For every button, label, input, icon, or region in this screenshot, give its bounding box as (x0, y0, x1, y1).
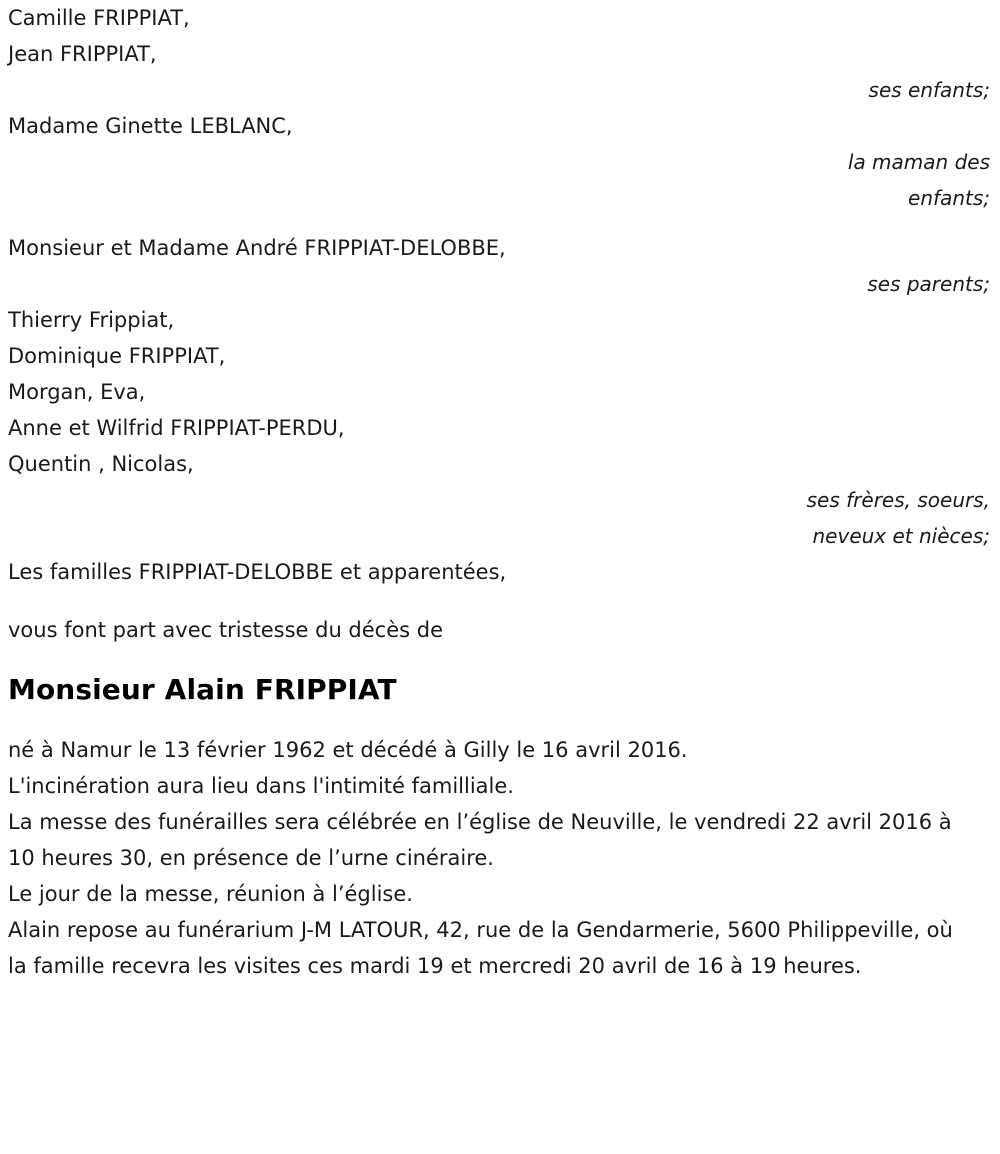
mourner-name: Morgan, Eva, (8, 380, 146, 404)
relation-label-parents: ses parents; (867, 272, 990, 296)
mourner-name: Camille FRIPPIAT, (8, 6, 190, 30)
spacer (0, 590, 1000, 612)
mother-block (0, 108, 1000, 216)
cremation-details: L'incinération aura lieu dans l'intimité familliale. (8, 774, 514, 798)
mourner-name: Monsieur et Madame André FRIPPIAT-DELOBBE, (8, 236, 506, 260)
mourner-name: Anne et Wilfrid FRIPPIAT-PERDU, (8, 416, 345, 440)
families-line: Les familles FRIPPIAT-DELOBBE et apparentées, (8, 560, 507, 584)
siblings-block (0, 302, 1000, 554)
mourner-name: Quentin , Nicolas, (8, 452, 194, 476)
birth-death-details: né à Namur le 13 février 1962 et décédé à Gilly le 16 avril 2016. (8, 738, 688, 762)
gathering-details: Le jour de la messe, réunion à l’église. (8, 882, 413, 906)
relation-label-children: ses enfants; (868, 78, 990, 102)
mourner-name: Madame Ginette LEBLANC, (8, 114, 293, 138)
spacer (0, 710, 1000, 732)
mass-details: La messe des funérailles sera célébrée en l’église de Neuville, le vendredi 22 avril 2016 à 10 heures 30, en présence de l’urne cinéraire. (8, 810, 952, 870)
relation-label-mother-line-2: enfants; (908, 186, 990, 210)
relation-label-siblings-line-1: ses frères, soeurs, (806, 488, 990, 512)
mourner-name: Dominique FRIPPIAT, (8, 344, 226, 368)
children-block (0, 0, 1000, 108)
spacer (0, 216, 1000, 230)
parents-block (0, 230, 1000, 302)
relation-label-mother-line-1: la maman des (847, 150, 990, 174)
visitation-details: Alain repose au funérarium J-M LATOUR, 42, rue de la Gendarmerie, 5600 Philippeville, où la famille recevra les visites ces mardi 19 et mercredi 20 avril de 16 à 19 heures. (8, 918, 953, 978)
mourner-name: Jean FRIPPIAT, (8, 42, 157, 66)
spacer (0, 648, 1000, 670)
announcement-intro: vous font part avec tristesse du décès de (8, 618, 444, 642)
mourner-name: Thierry Frippiat, (8, 308, 175, 332)
deceased-name-heading: Monsieur Alain FRIPPIAT (8, 673, 397, 706)
relation-label-siblings-line-2: neveux et nièces; (812, 524, 990, 548)
